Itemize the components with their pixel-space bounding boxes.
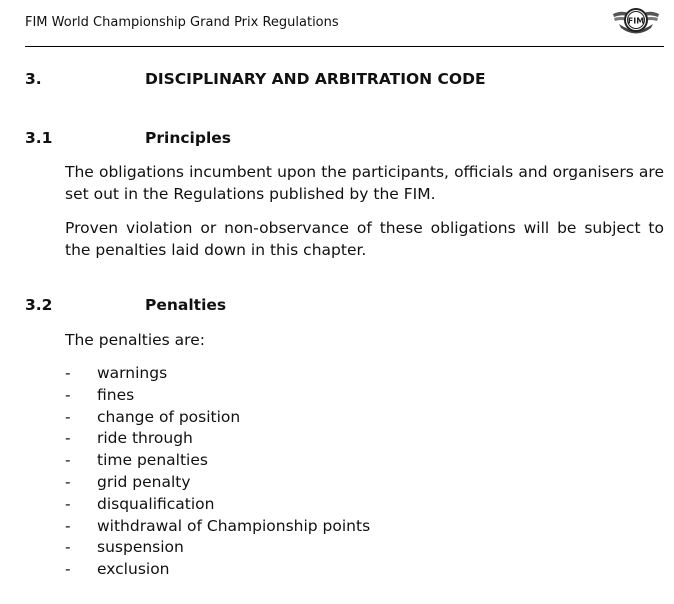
list-bullet: - (65, 364, 71, 382)
section-3-number: 3. (25, 70, 42, 88)
list-bullet: - (65, 429, 71, 448)
section-3-2-title: Penalties (145, 296, 227, 314)
penalty-exclusion: exclusion (97, 560, 170, 579)
list-bullet: - (65, 560, 71, 579)
logo-text: FIM (627, 16, 645, 26)
penalty-time-penalties: time penalties (97, 451, 208, 470)
list-item (65, 407, 370, 429)
list-item (65, 516, 370, 538)
penalty-suspension: suspension (97, 538, 184, 557)
penalty-change-of-position: change of position (97, 407, 241, 426)
list-bullet: - (65, 494, 71, 513)
document-title: FIM World Championship Grand Prix Regulations (25, 15, 339, 30)
list-item (65, 450, 370, 472)
list-item (65, 363, 370, 385)
list-bullet: - (65, 538, 71, 557)
section-3-2-number: 3.2 (25, 296, 53, 314)
list-bullet: - (65, 451, 71, 470)
penalty-warnings: warnings (97, 364, 168, 382)
penalty-disqualification: disqualification (97, 494, 215, 513)
penalty-grid-penalty: grid penalty (97, 472, 191, 491)
penalty-fines: fines (97, 385, 135, 404)
list-bullet: - (65, 385, 71, 404)
penalty-ride-through: ride through (97, 429, 193, 448)
list-item (65, 537, 370, 559)
page-header (25, 0, 664, 47)
penalties-list (65, 363, 370, 581)
list-item (65, 472, 370, 494)
section-3-1-number: 3.1 (25, 129, 53, 147)
list-item (65, 494, 370, 516)
penalties-intro: The penalties are: (65, 331, 205, 349)
header-divider (25, 46, 664, 47)
section-3-1-title: Principles (145, 129, 231, 147)
list-item (65, 428, 370, 450)
principles-paragraph-2: Proven violation or non-observance of these obligations will be subject to the penalties laid down in this chapter. (65, 219, 664, 259)
principles-paragraph-1: The obligations incumbent upon the participants, officials and organisers are set out in the Regulations published by the FIM. (65, 163, 664, 203)
list-item (65, 385, 370, 407)
fim-winged-logo-icon (611, 6, 661, 38)
penalty-withdrawal-of-points: withdrawal of Championship points (97, 516, 371, 535)
list-item (65, 559, 370, 581)
list-bullet: - (65, 516, 71, 535)
list-bullet: - (65, 407, 71, 426)
section-3-title: DISCIPLINARY AND ARBITRATION CODE (145, 70, 486, 88)
list-bullet: - (65, 472, 71, 491)
